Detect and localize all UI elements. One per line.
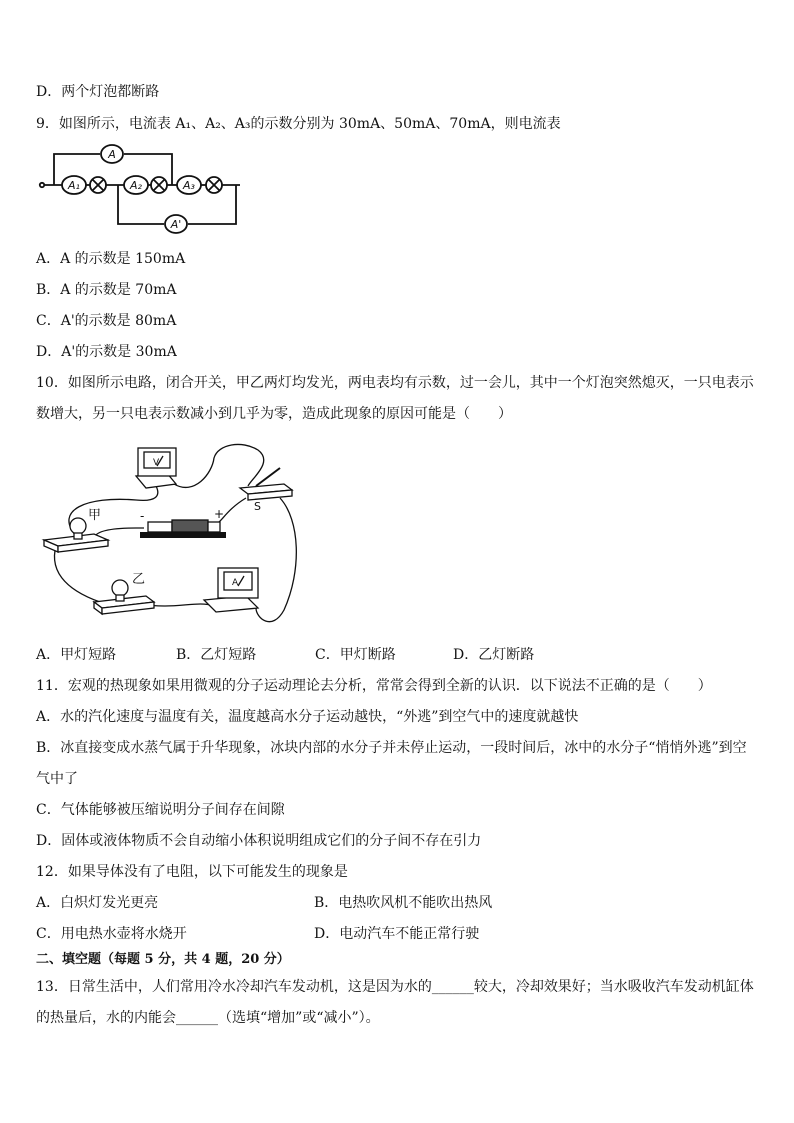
q10-lamp2-label: 乙 [132, 572, 146, 587]
q10-lamp1-bulb [70, 518, 86, 534]
q13-line2: 的热量后，水的内能会______（选填“增加”或“减小”）。 [36, 1010, 380, 1026]
q11-option-b-line2: 气中了 [36, 771, 78, 787]
q12-option-b: B．电热吹风机不能吹出热风 [314, 895, 493, 911]
q9-option-b: B．A 的示数是 70mA [36, 282, 177, 298]
q12-option-a: A．白炽灯发光更亮 [36, 895, 159, 911]
q11-stem: 11．宏观的热现象如果用微观的分子运动理论去分析，常常会得到全新的认识．以下说法不正确的是（ ） [36, 678, 712, 694]
q9-meter-bottom-label: A' [170, 218, 182, 231]
q11-option-b-line1: B．冰直接变成水蒸气属于升华现象，冰块内部的水分子并未停止运动，一段时间后，冰中的水分子“悄悄外逃”到空 [36, 740, 747, 756]
q9-option-d: D．A'的示数是 30mA [36, 344, 177, 360]
q10-switch-label: S [254, 500, 261, 513]
q10-voltmeter-label: V [153, 458, 160, 468]
q9-meter-a2-label: A₂ [130, 179, 142, 192]
q9-meter-a3-label: A₃ [183, 179, 195, 192]
q10-circuit-diagram [36, 440, 301, 640]
q9-circuit-diagram [36, 140, 251, 232]
q13-line1: 13．日常生活中，人们常用冷水冷却汽车发动机，这是因为水的______较大，冷却效果好；当水吸收汽车发动机缸体 [36, 979, 754, 995]
q10-stem-line1: 10．如图所示电路，闭合开关，甲乙两灯均发光，两电表均有示数，过一会儿，其中一个灯泡突然熄灭，一只电表示 [36, 375, 754, 391]
section-2-title: 二、填空题（每题 5 分，共 4 题，20 分） [36, 952, 290, 967]
q12-option-c: C．用电热水壶将水烧开 [36, 926, 187, 942]
q9-option-a: A．A 的示数是 150mA [36, 251, 186, 267]
q10-option-d: D．乙灯断路 [453, 647, 535, 663]
q9-meter-a1-label: A₁ [68, 179, 80, 192]
q11-option-d: D．固体或液体物质不会自动缩小体积说明组成它们的分子间不存在引力 [36, 833, 482, 849]
q11-option-a: A．水的汽化速度与温度有关，温度越高水分子运动越快，“外逃”到空气中的速度就越快 [36, 709, 579, 725]
q9-option-c: C．A'的示数是 80mA [36, 313, 177, 329]
q10-battery [140, 520, 226, 538]
q10-lamp1-label: 甲 [88, 508, 102, 523]
q12-stem: 12．如果导体没有了电阻，以下可能发生的现象是 [36, 864, 348, 880]
q10-option-b: B．乙灯短路 [176, 647, 257, 663]
q10-option-a: A．甲灯短路 [36, 647, 117, 663]
q10-plus-label: + [214, 507, 225, 521]
q10-minus-label: - [140, 509, 145, 523]
q10-ammeter-label: A [232, 578, 239, 588]
q10-lamp2-bulb [112, 580, 128, 596]
q9-meter-top-label: A [108, 148, 116, 161]
q9-stem: 9．如图所示，电流表 A₁、A₂、A₃的示数分别为 30mA、50mA、70mA，则电流表 [36, 116, 561, 132]
q12-option-d: D．电动汽车不能正常行驶 [314, 926, 480, 942]
q11-option-c: C．气体能够被压缩说明分子间存在间隙 [36, 802, 285, 818]
q8-option-d: D．两个灯泡都断路 [36, 84, 160, 100]
q10-stem-line2: 数增大，另一只电表示数减小到几乎为零，造成此现象的原因可能是（ ） [36, 406, 512, 422]
q10-option-c: C．甲灯断路 [315, 647, 396, 663]
